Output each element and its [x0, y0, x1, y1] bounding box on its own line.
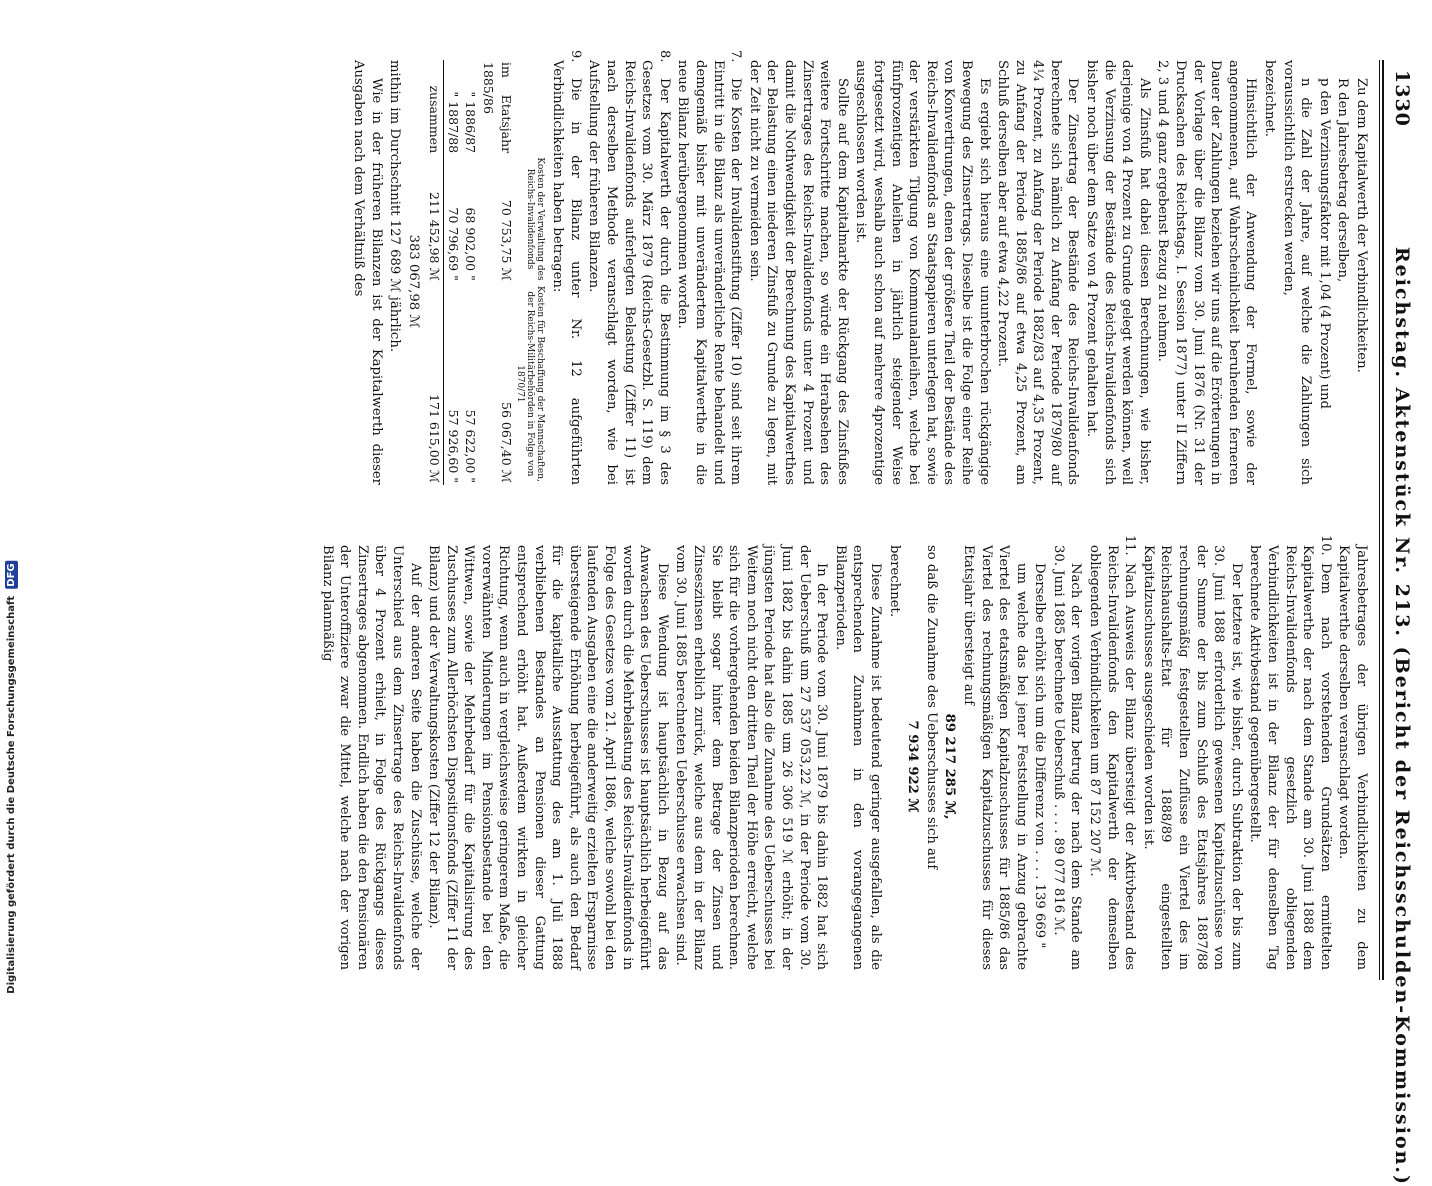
- item-text: Der Kapitalwerth der durch die Bestimmung im § 3 des Gesetzes vom 30. März 1879 (Reichs-Gesetzbl. S. 119) dem Reichs-Invalidenfonds auferlegten Belastung (Ziffer 11) ist nach derselben Methode veranschlagt worden, wie bei Aufstellung der früheren Bilanzen.: [586, 60, 672, 485]
- item-text: Die Kosten der Invalidenstiftung (Ziffer 10) sind seit ihrem Eintritt in die Bilanz als unveränderliche Rente behandelt und demgemäß bisher mit unverändertem Kapitalwerthe in die neue Bilanz herübergenommen worden.: [675, 60, 744, 485]
- dfg-credit: [6, 561, 17, 994]
- paragraph: Diese Zunahme ist bedeutend geringer ausgefallen, als die entsprechenden Zunahmen in den vorangegangenen Bilanzperioden.: [832, 545, 883, 970]
- paragraph: Der Zinsertrag der Bestände des Reichs-Invalidenfonds berechnete sich nämlich zu Anfang der Periode 1879/80 auf 4¼ Prozent, zu Anfang der Periode 1882/83 auf 4,35 Prozent, zu Anfang der Periode 1885/86 auf etwa 4,25 Prozent, am Schluß derselben aber auf etwa 4,22 Prozent.: [995, 60, 1081, 485]
- numbered-item-8: [585, 50, 673, 485]
- sum-value: 171 615,00 ℳ: [426, 283, 444, 485]
- cell-value: 68 902,00 ": [463, 207, 479, 281]
- column-header: Kosten für Beschaffung der Mannschaften, der Reichs-Militärbehörden in Folge von 1870/71: [514, 285, 545, 482]
- cell-value: 70 796,69 ": [445, 207, 461, 281]
- paragraph: p den Verzinsungsfaktor mit 1,04 (4 Prozent) und: [1316, 78, 1332, 409]
- row-label: im Etatsjahr 1885/86: [481, 62, 514, 154]
- item-number: 7.: [728, 50, 744, 63]
- paragraph: n die Zahl der Jahre, auf welche die Zahlungen sich voraussichtlich erstrecken werden,: [1280, 60, 1314, 485]
- table-header-row: [515, 60, 545, 485]
- dfg-logo: DFG: [6, 563, 17, 587]
- header-rule: [1382, 60, 1384, 980]
- cell-value: 56 067,40 ℳ: [498, 402, 514, 483]
- numbered-item-7: [674, 50, 744, 485]
- paragraph: Der letztere ist, wie bisher, durch Subtraktion der bis zum 30. Juni 1888 erforderlich gewesenen Kapitalzuschüsse von der Summe der bis zum Schluß des Etatsjahres 1887/88 rechnungsmäßig festgestellten Zuflüsse ein Viertel des im Reichshaushalts-Etat für 1888/89 eingestellten Kapitalzuschusses ausgeschieden worden ist.: [1140, 545, 1244, 970]
- right-column: [317, 535, 1370, 970]
- numbered-item-11: [1086, 535, 1139, 970]
- row-label: " 1886/87: [463, 91, 479, 154]
- paragraph: R den Jahresbetrag derselben,: [1335, 78, 1351, 283]
- page-number: 1330: [1391, 70, 1413, 127]
- item-number: 10.: [1317, 535, 1333, 556]
- cell-value: 57 622,00 ": [463, 409, 479, 483]
- dfg-credit-text: Digitalisierung gefördert durch die Deutsche Forschungsgemeinschaft: [6, 596, 17, 994]
- item-text: Dem nach vorstehenden Grundsätzen ermittelten Kapitalwerthe der nach dem Stande am 30. Juni 1888 dem Reichs-Invalidenfonds gesetzlich obliegenden Verbindlichkeiten ist in der Bilanz der für denselben Tag berechnete Aktivbestand gegenübergestellt.: [1247, 545, 1333, 970]
- paragraph: Zu dem Kapitalwerth der Verbindlichkeiten.: [1354, 78, 1369, 373]
- item-text: Die in der Bilanz unter Nr. 12 aufgeführten Verbindlichkeiten haben betragen:: [550, 60, 583, 485]
- table-row: [480, 60, 515, 485]
- paragraph: bezeichnet.: [1262, 60, 1278, 137]
- amount: 89 217 285 ℳ,: [942, 713, 958, 820]
- paragraph: um welche das bei jener Feststellung in Anzug gebrachte Viertel des etatsmäßigen Kapitalzuschusses für 1885/86 das Viertel des rechnungsmäßigen Kapitalzuschusses für dieses Etatsjahr übersteigt auf: [960, 545, 1029, 970]
- cost-table: [426, 60, 545, 485]
- page-title: Reichstag. Aktenstück Nr. 213. (Bericht der Reichsschulden-Kommission.): [1391, 246, 1413, 1186]
- paragraph: berechnet.: [886, 545, 902, 618]
- total-amount: 383 067,98 ℳ: [405, 234, 421, 329]
- cell-value: 70 753,75 ℳ: [498, 199, 514, 281]
- table-sum-row: [426, 60, 444, 485]
- paragraph: Jahresbetrages der übrigen Verbindlichkeiten zu dem Kapitalwerthe derselben veranschlagt worden.: [1336, 545, 1369, 970]
- table-row: [462, 60, 480, 485]
- paragraph: Es ergiebt sich hieraus eine ununterbrochen rückgängige Bewegung des Zinsertrags. Dieselbe ist die Folge einer Reihe von Konvertirungen, denen der größere Theil der Bestände des Reichs-Invalidenfonds an Staatspapieren unterlegen hat, sowie der verstärkten Tilgung von Kommunalanleihen, welche bei fünfprozentigen Anleihen in jährlich steigender Weise fortgesetzt wird, weshalb auch schon auf mehrere 4prozentige ausgeschlossen worden ist.: [853, 60, 992, 485]
- item-number: 11.: [1122, 535, 1138, 556]
- paragraph: Nach der vorigen Bilanz betrug der nach dem Stande am 30. Juni 1885 berechnete Ueberschuß . . . . 89 077 816 ℳ.: [1050, 545, 1084, 970]
- paragraph: so daß die Zunahme des Ueberschusses sich auf: [923, 545, 939, 870]
- paragraph: Als Zinsfuß hat dabei diesen Berechnungen, wie bisher, derjenige von 4 Prozent zu Grunde gelegt werden können, weil die Verzinsung der Bestände des Reichs-Invalidenfonds sich bisher noch über dem Satze von 4 Prozent gehalten hat.: [1084, 60, 1152, 485]
- paragraph: mithin im Durchschnitt 127 689 ℳ jährlich.: [387, 60, 403, 353]
- numbered-item-10: [1246, 535, 1334, 970]
- paragraph: Diese Wendung ist hauptsächlich in Bezug auf das Anwachsen des Ueberschusses ist hauptsächlich herbeigeführt worden durch die Mehrbelastung des Reichs-Invalidenfonds in Folge des Gesetzes vom 21. April 1886, welche sowohl bei den laufenden Ausgaben eine die anderweitig erzielten Ersparnisse übersteigende Erhöhung herbeigeführt, als auch den Bedarf für die kapitalliche Ausstattung des am 1. Juli 1888 verbliebenen Bestandes an Pensionen dieser Gattung entsprechend erhöht hat. Außerdem wirkten in gleicher Richtung, wenn auch in vergleichsweise geringerem Maße, die vorerwähnten Minderungen im Pensionsbestande bei den Wittwen, sowie der Mehrbedarf für die Kapitalisirung des Zuschusses zum Allerhöchsten Dispositionsfonds (Ziffer 11 der Bilanz) und der Verwaltungskosten (Ziffer 12 der Bilanz).: [426, 545, 670, 970]
- paragraph: Sollte auf dem Kapitalmarkte der Rückgang des Zinsfußes weitere Fortschritte machen, so würde ein Herabsehen des Zinsertrages des Reichs-Invalidenfonds unter 4 Prozent und damit die Nothwendigkeit der Berechnung des Kapitalwerthes der Belastung einen niederen Zinsfuß zu Grunde zu legen, mit der Zeit nicht zu vermeiden sein.: [746, 60, 850, 485]
- page-header: [1382, 70, 1422, 1186]
- paragraph: Auf der anderen Seite haben die Zuschüsse, welche der Unterschied aus dem Zinsertrage des Reichs-Invalidenfonds über 4 Prozent erhielt, in Folge des Rückgangs dieses Zinsertrages abgenommen. Endlich haben die den Pensionären der Unteroffiziere zwar die Mittel, welche nach der vorigen Bilanz planmäßig: [319, 545, 423, 970]
- item-number: 9.: [567, 50, 583, 63]
- paragraph: Hinsichtlich der Anwendung der Formel, sowie der angenommenen, auf Wahrscheinlichkeit beruhenden ferneren Dauer der Zahlungen beziehen wir uns auf die Erörterungen in der Vorlage über die Bilanz vom 30. Juni 1876 (Nr. 31 der Drucksachen des Reichstags, I. Session 1877) unter II Ziffern 2, 3 und 4 ganz ergebenst Bezug zu nehmen.: [1155, 60, 1259, 485]
- paragraph: In der Periode vom 30. Juni 1879 bis dahin 1882 hat sich der Ueberschuß um 27 537 053,22 ℳ, in der Periode vom 30. Juni 1882 bis dahin 1885 um 26 306 519 ℳ erhöht; in der jüngsten Periode hat also die Zunahme des Ueberschusses bei Weitem noch nicht den dritten Theil der Höhe erreicht, welche sich für die vorhergehenden beiden Bilanzperioden berechnen. Sie bleibt sogar hinter dem Betrage der Zinsen und Zinseszinsen erheblich zurück, welche aus dem in der Bilanz vom 30. Juni 1885 berechneten Ueberschusse erwachsen sind.: [673, 545, 830, 970]
- item-number: 8.: [656, 50, 672, 63]
- numbered-item-9: [549, 50, 584, 485]
- header-rule-thin: [1379, 60, 1380, 980]
- row-label: " 1887/88: [445, 91, 461, 154]
- paragraph: Derselbe erhöht sich um die Differenz von . . . . 139 669 ": [1032, 563, 1048, 949]
- item-text: Nach Ausweis der Bilanz übersteigt der Aktivbestand des Reichs-Invalidenfonds den Kapitalwerth der demselben obliegenden Verbindlichkeiten um 87 152 207 ℳ.: [1087, 545, 1138, 970]
- left-column: [348, 50, 1370, 485]
- sum-label: zusammen: [426, 60, 444, 155]
- paragraph: Wie in der früheren Bilanzen ist der Kapitalwerth dieser Ausgaben nach dem Verhältniß des: [350, 60, 384, 485]
- cell-value: 57 926,60 ": [445, 409, 461, 483]
- sum-value: 211 452,98 ℳ: [426, 155, 444, 283]
- column-header: Kosten der Verwaltung des Reichs-Invalidenfonds: [524, 157, 545, 281]
- table-row: [444, 60, 462, 485]
- amount: 7 934 922 ℳ: [905, 720, 921, 813]
